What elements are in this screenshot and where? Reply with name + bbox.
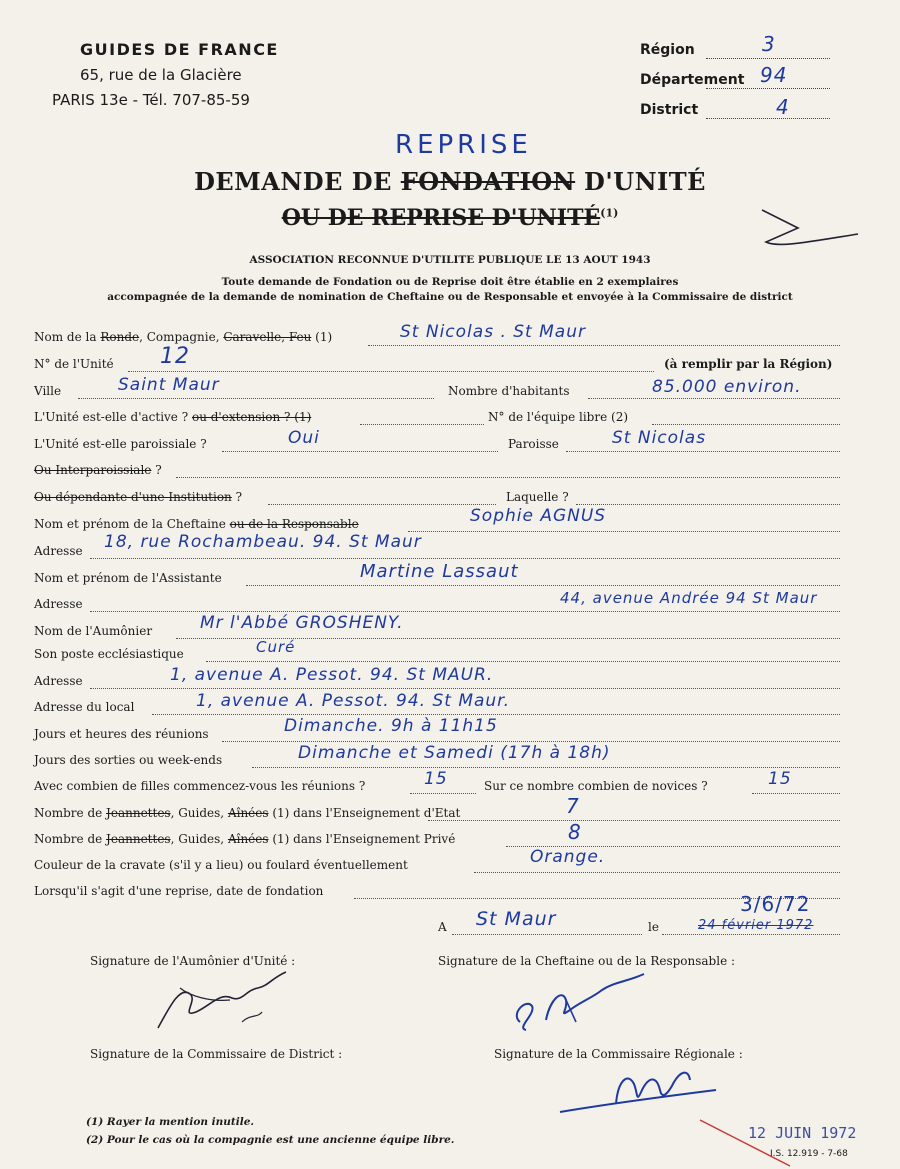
sorties-value: Dimanche et Samedi (17h à 18h): [298, 743, 611, 763]
aumonier-signature-label: Signature de l'Aumônier d'Unité :: [90, 954, 296, 968]
active-label: L'Unité est-elle d'active ? ou d'extension ? (1): [34, 410, 312, 424]
place-a-label: A: [438, 920, 447, 934]
interparoissiale-label: Ou Interparoissiale ?: [34, 463, 162, 477]
cheftaine-line: [408, 531, 840, 532]
poste-line: [206, 661, 840, 662]
date-value: 3/6/72: [740, 892, 811, 916]
organization-name: GUIDES DE FRANCE: [80, 40, 279, 59]
novices-line: [752, 793, 840, 794]
paroisse-line: [566, 451, 840, 452]
ville-line: [78, 398, 434, 399]
numero-line: [128, 371, 654, 372]
ville-label: Ville: [34, 384, 62, 398]
district-line: [706, 118, 830, 119]
subtitle: ASSOCIATION RECONNUE D'UTILITE PUBLIQUE LE 13 AOUT 1943: [249, 254, 651, 266]
departement-value: 94: [760, 63, 788, 87]
nom-unite-line: [368, 345, 840, 346]
novices-label: Sur ce nombre combien de novices ?: [484, 779, 708, 793]
aumonier-signature: [150, 966, 300, 1038]
local-line: [152, 714, 840, 715]
adresse2-label: Adresse: [34, 597, 83, 611]
place-value: St Maur: [476, 908, 557, 930]
cravate-label: Couleur de la cravate (s'il y a lieu) ou foulard éventuellement: [34, 858, 408, 872]
reunions-label: Jours et heures des réunions: [34, 727, 209, 741]
adresse1-value: 18, rue Rochambeau. 94. St Maur: [104, 532, 422, 552]
adresse2-value: 44, avenue Andrée 94 St Maur: [560, 589, 818, 607]
region-value: 3: [762, 32, 776, 56]
etat-value: 7: [566, 794, 580, 818]
local-label: Adresse du local: [34, 700, 135, 714]
equipe-libre-label: N° de l'équipe libre (2): [488, 410, 629, 424]
habitants-line: [588, 398, 840, 399]
etat-label: Nombre de Jeannettes, Guides, Aînées (1) dans l'Enseignement d'Etat: [34, 806, 461, 820]
filles-line: [410, 793, 476, 794]
date-line: [662, 934, 840, 935]
reprise-label: Lorsqu'il s'agit d'une reprise, date de fondation: [34, 884, 324, 898]
habitants-value: 85.000 environ.: [652, 377, 802, 397]
poste-label: Son poste ecclésiastique: [34, 647, 184, 661]
date-le-label: le: [648, 920, 659, 934]
etat-line: [428, 820, 840, 821]
cheftaine-value: Sophie AGNUS: [470, 506, 607, 526]
region-line: [706, 58, 830, 59]
sorties-label: Jours des sorties ou week-ends: [34, 753, 223, 767]
sorties-line: [252, 767, 840, 768]
cravate-line: [474, 872, 840, 873]
date-struck: 24 février 1972: [698, 918, 814, 933]
adresse1-label: Adresse: [34, 544, 83, 558]
laquelle-label: Laquelle ?: [506, 490, 569, 504]
paroisse-value: St Nicolas: [612, 428, 707, 448]
cheftaine-signature-label: Signature de la Cheftaine ou de la Responsable :: [438, 954, 736, 968]
intro-line2: accompagnée de la demande de nomination de Cheftaine ou de Responsable et envoyée à la Commissaire de district: [107, 291, 793, 303]
footnote-1: (1) Rayer la mention inutile.: [86, 1116, 255, 1128]
intro-line1: Toute demande de Fondation ou de Reprise doit être établie en 2 exemplaires: [221, 276, 679, 288]
aumonier-value: Mr l'Abbé GROSHENY.: [200, 613, 404, 633]
adresse3-label: Adresse: [34, 674, 83, 688]
nom-unite-value: St Nicolas . St Maur: [400, 322, 586, 342]
novices-value: 15: [768, 769, 792, 789]
paroissiale-line: [222, 451, 498, 452]
cravate-value: Orange.: [530, 847, 606, 867]
poste-value: Curé: [256, 638, 296, 656]
district-label: District: [640, 102, 699, 118]
district-value: 4: [776, 95, 790, 119]
institution-label: Ou dépendante d'une Institution ?: [34, 490, 243, 504]
cheftaine-label: Nom et prénom de la Cheftaine ou de la Responsable: [34, 517, 359, 531]
date-stamp: 12 JUIN 1972: [748, 1124, 857, 1142]
adresse1-line: [90, 558, 840, 559]
numero-note: (à remplir par la Région): [664, 357, 833, 371]
cheftaine-signature: [506, 970, 654, 1034]
reunions-value: Dimanche. 9h à 11h15: [284, 716, 498, 736]
departement-line: [706, 88, 830, 89]
title-line2: OU DE REPRISE D'UNITÉ$^{(1)}$: [281, 205, 619, 231]
assistante-label: Nom et prénom de l'Assistante: [34, 571, 222, 585]
footnote-2: (2) Pour le cas où la compagnie est une ancienne équipe libre.: [86, 1134, 455, 1146]
paroissiale-label: L'Unité est-elle paroissiale ?: [34, 437, 207, 451]
departement-label: Département: [640, 72, 745, 88]
equipe-libre-line: [652, 424, 840, 425]
ville-value: Saint Maur: [118, 375, 220, 395]
region-label: Région: [640, 42, 695, 58]
interparoissiale-line: [176, 477, 840, 478]
aumonier-label: Nom de l'Aumônier: [34, 624, 153, 638]
commissaire-district-signature-label: Signature de la Commissaire de District :: [90, 1047, 343, 1061]
assistante-line: [246, 585, 840, 586]
nom-unite-label: Nom de la Ronde, Compagnie, Caravelle, Feu (1): [34, 330, 333, 344]
prive-label: Nombre de Jeannettes, Guides, Aînées (1) dans l'Enseignement Privé: [34, 832, 456, 846]
regionale-signature: [556, 1060, 724, 1118]
laquelle-line: [576, 504, 840, 505]
prive-value: 8: [568, 820, 582, 844]
adresse2-line: [90, 611, 840, 612]
local-value: 1, avenue A. Pessot. 94. St Maur.: [196, 691, 511, 711]
adresse3-line: [90, 688, 840, 689]
filles-label: Avec combien de filles commencez-vous les réunions ?: [34, 779, 366, 793]
organization-address: 65, rue de la Glacière: [80, 66, 242, 84]
margin-mark: [758, 200, 868, 252]
numero-value: 12: [160, 344, 190, 369]
organization-city-phone: PARIS 13e - Tél. 707-85-59: [52, 91, 250, 109]
institution-line: [268, 504, 496, 505]
commissaire-regionale-signature-label: Signature de la Commissaire Régionale :: [494, 1047, 743, 1061]
paroisse-label: Paroisse: [508, 437, 559, 451]
paroissiale-value: Oui: [288, 428, 320, 448]
numero-label: N° de l'Unité: [34, 357, 114, 371]
adresse3-value: 1, avenue A. Pessot. 94. St MAUR.: [170, 665, 494, 685]
assistante-value: Martine Lassaut: [360, 561, 519, 582]
title-line1: DEMANDE DE FONDATION D'UNITÉ: [194, 167, 706, 196]
habitants-label: Nombre d'habitants: [448, 384, 570, 398]
handwritten-reprise: REPRISE: [395, 130, 532, 160]
filles-value: 15: [424, 769, 448, 789]
place-line: [452, 934, 642, 935]
active-line: [360, 424, 484, 425]
reunions-line: [222, 741, 840, 742]
form-reference: I.S. 12.919 - 7-68: [770, 1149, 848, 1159]
